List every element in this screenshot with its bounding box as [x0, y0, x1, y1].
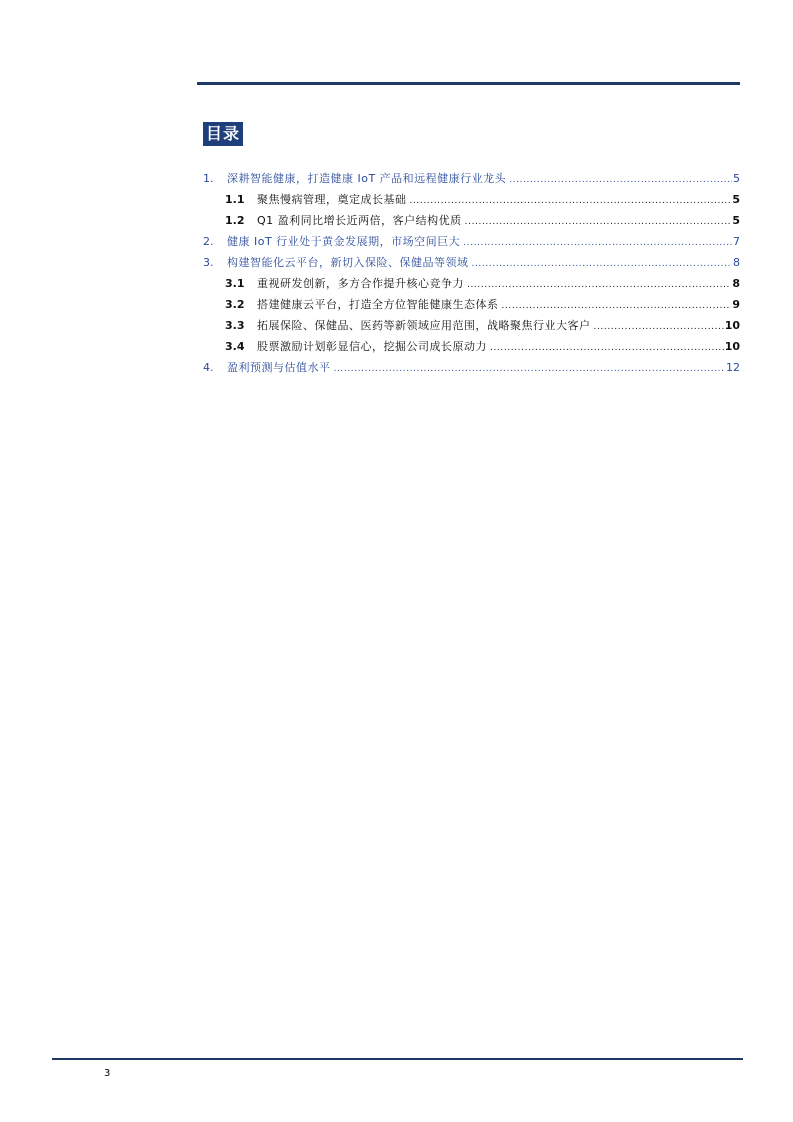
toc-dot-leader [472, 254, 733, 275]
toc-entry-3-1[interactable] [203, 273, 740, 294]
toc-entry-number: 3.4 [225, 340, 245, 353]
toc-entry-1-1[interactable] [203, 189, 740, 210]
toc-entry-title: 盈利预测与估值水平 [227, 361, 331, 374]
toc-entry-page: 5 [732, 193, 740, 206]
header-rule [197, 82, 740, 85]
toc-title: 目录 [203, 122, 243, 146]
page-number: 3 [104, 1068, 111, 1079]
toc-entry-title: 搭建健康云平台，打造全方位智能健康生态体系 [257, 298, 499, 311]
toc-entry-number: 1.1 [225, 193, 245, 206]
toc-entry-page: 8 [733, 256, 740, 269]
toc-entry-title: 拓展保险、保健品、医药等新领域应用范围，战略聚焦行业大客户 [257, 319, 591, 332]
footer-rule [52, 1058, 743, 1060]
toc-entry-page: 9 [732, 298, 740, 311]
toc-entry-page: 7 [733, 235, 740, 248]
toc-entry-page: 5 [732, 214, 740, 227]
toc-entry-page: 12 [726, 361, 740, 374]
toc-entry-page: 10 [724, 340, 740, 353]
toc-entry-page: 10 [724, 319, 740, 332]
toc-dot-leader [467, 275, 731, 296]
toc-dot-leader [502, 296, 732, 317]
toc-entry-2[interactable] [203, 231, 740, 252]
toc-entry-3-3[interactable] [203, 315, 740, 336]
toc-entry-title: 构建智能化云平台，新切入保险、保健品等领域 [227, 256, 469, 269]
table-of-contents [203, 168, 740, 378]
toc-entry-title: 健康 IoT 行业处于黄金发展期，市场空间巨大 [227, 235, 461, 248]
toc-entry-number: 4. [203, 361, 214, 374]
toc-entry-number: 1. [203, 172, 214, 185]
toc-entry-4[interactable] [203, 357, 740, 378]
toc-entry-title: 聚焦慢病管理，奠定成长基础 [257, 193, 407, 206]
toc-entry-page: 8 [732, 277, 740, 290]
toc-dot-leader [594, 317, 724, 338]
toc-entry-number: 3.3 [225, 319, 245, 332]
toc-entry-title: 股票激励计划彰显信心，挖掘公司成长原动力 [257, 340, 487, 353]
toc-entry-number: 1.2 [225, 214, 245, 227]
toc-entry-number: 3.2 [225, 298, 245, 311]
toc-dot-leader [410, 191, 732, 212]
toc-dot-leader [463, 233, 732, 254]
toc-entry-title: 重视研发创新，多方合作提升核心竞争力 [257, 277, 464, 290]
toc-dot-leader [490, 338, 724, 359]
toc-entry-number: 2. [203, 235, 214, 248]
toc-entry-page: 5 [733, 172, 740, 185]
toc-entry-3-2[interactable] [203, 294, 740, 315]
toc-dot-leader [509, 170, 732, 191]
toc-entry-number: 3.1 [225, 277, 245, 290]
toc-dot-leader [334, 359, 726, 380]
toc-entry-number: 3. [203, 256, 214, 269]
toc-dot-leader [465, 212, 732, 233]
toc-entry-title: 深耕智能健康，打造健康 IoT 产品和远程健康行业龙头 [227, 172, 507, 185]
toc-entry-1-2[interactable] [203, 210, 740, 231]
toc-entry-1[interactable] [203, 168, 740, 189]
toc-entry-3[interactable] [203, 252, 740, 273]
toc-entry-3-4[interactable] [203, 336, 740, 357]
toc-entry-title: Q1 盈利同比增长近两倍，客户结构优质 [257, 214, 462, 227]
